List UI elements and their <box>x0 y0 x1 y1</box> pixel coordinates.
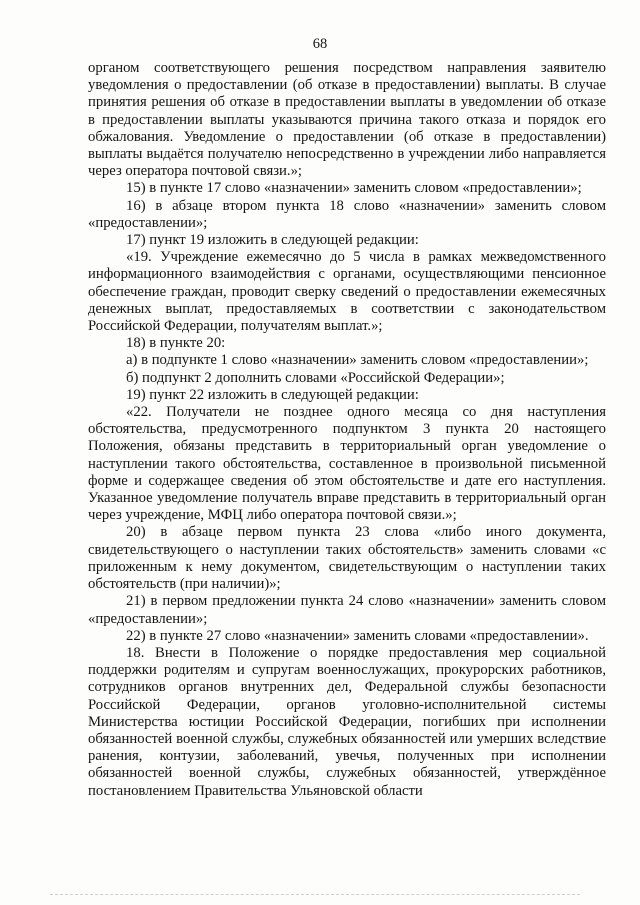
paragraph-item-19: 19) пункт 22 изложить в следующей редакции: <box>126 386 419 403</box>
paragraph-item-20: 20) в абзаце первом пункта 23 слова «либо иного документа, свидетельствующего о наступлении таких обстоятельств» заменить словами «с приложенным к нему документом, свидетельствующим о наступлении таких обстоятельств (при наличии)»; <box>88 524 606 593</box>
paragraph-continuation: органом соответствующего решения посредством направления заявителю уведомления о предоставлении (об отказе в предоставлении) выплаты. В случае принятия решения об отказе в предоставлении выплаты в уведомлении об отказе в предоставлении выплаты указываются причина такого отказа и порядок его обжалования. Уведомление о предоставлении (об отказе в предоставлении) выплаты выдаётся получателю непосредственно в учреждении либо направляется через оператора почтовой связи.»; <box>88 60 606 180</box>
scan-edge-divider <box>50 894 580 895</box>
paragraph-item-21: 21) в первом предложении пункта 24 слово «назначении» заменить словом «предоставлении»; <box>88 593 606 627</box>
paragraph-item-18: 18) в пункте 20: <box>126 335 226 352</box>
paragraph-item-17: 17) пункт 19 изложить в следующей редакции: <box>126 232 419 249</box>
paragraph-quote-22: «22. Получатели не позднее одного месяца со дня наступления обстоятельства, предусмотренного подпунктом 3 пункта 20 настоящего Положения, обязаны представить в территориальный орган уведомление о наступлении такого обстоятельства, составленное в произвольной письменной форме и содержащее сведения об этом обстоятельстве и дате его наступления. Указанное уведомление получатель вправе представить в территориальный орган через учреждение, МФЦ либо оператора почтовой связи.»; <box>88 404 606 524</box>
paragraph-quote-19: «19. Учреждение ежемесячно до 5 числа в рамках межведомственного информационного взаимодействия с органами, осуществляющими пенсионное обеспечение граждан, проводит сверку сведений о предоставлении ежемесячных денежных выплат, предоставляемых в соответствии с законодательством Российской Федерации, получателям выплат.»; <box>88 249 606 335</box>
paragraph-item-22: 22) в пункте 27 слово «назначении» заменить словами «предоставлении». <box>126 627 589 644</box>
paragraph-subitem-a: а) в подпункте 1 слово «назначении» заменить словом «предоставлении»; <box>126 352 589 369</box>
page-number: 68 <box>312 36 328 52</box>
paragraph-item-16: 16) в абзаце втором пункта 18 слово «назначении» заменить словом «предоставлении»; <box>88 197 606 231</box>
paragraph-section-18: 18. Внести в Положение о порядке предоставления мер социальной поддержки родителям и супругам военнослужащих, прокурорских работников, сотрудников органов внутренних дел, Федеральной службы безопасности Российской Федерации, органов уголовно-исполнительной системы Министерства юстиции Российской Федерации, погибших при исполнении обязанностей военной службы, служебных обязанностей или умерших вследствие ранения, контузии, заболеваний, увечья, полученных при исполнении обязанностей военной службы, служебных обязанностей, утверждённое постановлением Правительства Ульяновской области <box>88 644 606 799</box>
document-body <box>88 60 606 800</box>
paragraph-item-15: 15) в пункте 17 слово «назначении» заменить словом «предоставлении»; <box>126 180 582 197</box>
paragraph-subitem-b: б) подпункт 2 дополнить словами «Российской Федерации»; <box>126 369 505 386</box>
